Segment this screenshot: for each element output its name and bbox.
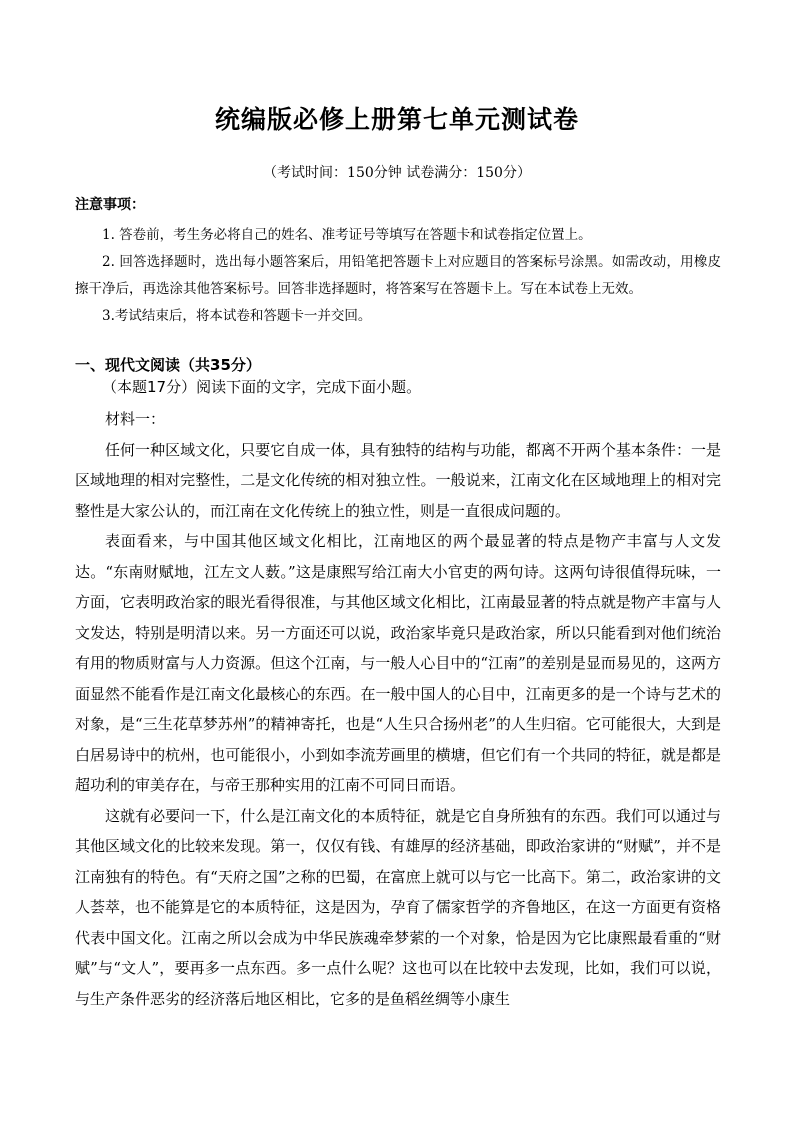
question-intro: （本题17分）阅读下面的文字，完成下面小题。 — [102, 378, 422, 396]
paragraph: 这就有必要问一下，什么是江南文化的本质特征，就是它自身所独有的东西。我们可以通过与其他区域文化的比较来发现。第一，仅仅有钱、有雄厚的经济基础，即政治家讲的“财赋”，并不是江南独有的特色。有“天府之国”之称的巴蜀，在富庶上就可以与它一比高下。第二，政治家讲的文人荟萃，也不能算是它的本质特征，这是因为，孕育了儒家哲学的齐鲁地区，在这一方面更有资格代表中国文化。江南之所以会成为中华民族魂牵梦萦的一个对象，恰是因为它比康熙最看重的“财赋”与“文人”，要再多一点东西。多一点什么呢？这也可以在比较中去发现，比如，我们可以说，与生产条件恶劣的经济落后地区相比，它多的是鱼稻丝绸等小康生 — [75, 806, 721, 1008]
material-label: 材料一： — [105, 410, 166, 428]
reading-material — [75, 404, 721, 1014]
note-item: 2. 回答选择题时，选出每小题答案后，用铅笔把答题卡上对应题目的答案标号涂黑。如需改动，用橡皮擦干净后，再选涂其他答案标号。回答非选择题时，将答案写在答题卡上。写在本试卷上无效。 — [75, 254, 721, 297]
page-title: 统编版必修上册第七单元测试卷 — [214, 105, 579, 134]
note-item: 3.考试结束后，将本试卷和答题卡一并交回。 — [102, 308, 372, 324]
section-heading: 一、现代文阅读（共35分） — [75, 356, 261, 374]
paragraph: 任何一种区域文化，只要它自成一体，具有独特的结构与功能，都离不开两个基本条件：一是区域地理的相对完整性，二是文化传统的相对独立性。一般说来，江南文化在区域地理上的相对完整性是大家公认的，而江南在文化传统上的独立性，则是一直很成问题的。 — [75, 440, 721, 520]
notes-list — [75, 222, 721, 330]
notes-heading: 注意事项： — [75, 197, 145, 213]
note-item: 1. 答卷前，考生务必将自己的姓名、准考证号等填写在答题卡和试卷指定位置上。 — [102, 227, 592, 243]
exam-info: （考试时间：150分钟 试卷满分：150分） — [263, 165, 531, 181]
paragraph: 表面看来，与中国其他区域文化相比，江南地区的两个最显著的特点是物产丰富与人文发达。“东南财赋地，江左文人薮。”这是康熙写给江南大小官吏的两句诗。这两句诗很值得玩味，一方面，它表明政治家的眼光看得很准，与其他区域文化相比，江南最显著的特点就是物产丰富与人文发达，特别是明清以来。另一方面还可以说，政治家毕竟只是政治家，所以只能看到对他们统治有用的物质财富与人力资源。但这个江南，与一般人心目中的“江南”的差别是显而易见的，这两方面显然不能看作是江南文化最核心的东西。在一般中国人的心目中，江南更多的是一个诗与艺术的对象，是“三生花草梦苏州”的精神寄托，也是“人生只合扬州老”的人生归宿。它可能很大，大到是白居易诗中的杭州，也可能很小，小到如李流芳画里的横塘，但它们有一个共同的特征，就是都是超功利的审美存在，与帝王那种实用的江南不可同日而语。 — [75, 532, 721, 794]
